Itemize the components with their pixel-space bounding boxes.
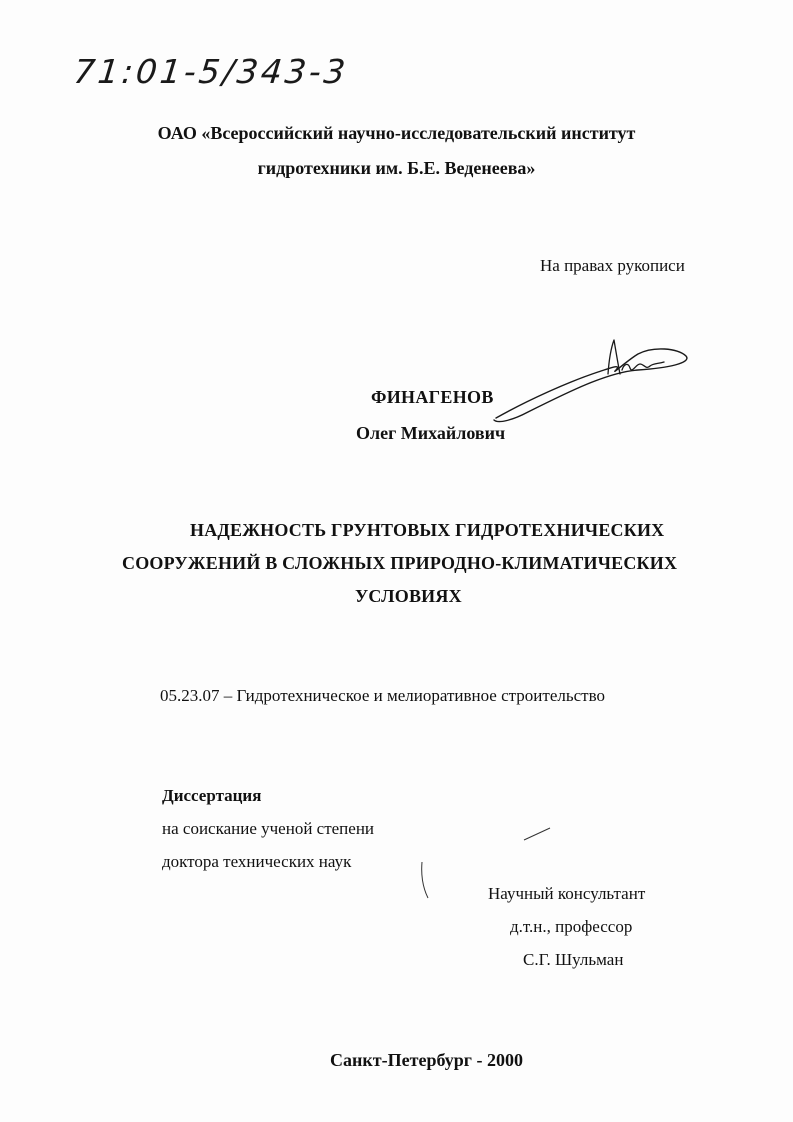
dissertation-degree-line-2: доктора технических наук <box>162 852 352 871</box>
organization-line-1: ОАО «Всероссийский научно-исследовательский институт <box>157 123 636 143</box>
city-year: Санкт-Петербург - 2000 <box>330 1050 523 1070</box>
dissertation-title-line-1: НАДЕЖНОСТЬ ГРУНТОВЫХ ГИДРОТЕХНИЧЕСКИХ <box>190 520 665 540</box>
author-given-names: Олег Михайлович <box>356 423 506 443</box>
manuscript-rights-note: На правах рукописи <box>540 256 685 275</box>
pen-stroke-mark <box>522 824 552 844</box>
archive-number-stamp: 71:01-5/343-3 <box>71 52 351 91</box>
specialty-code: 05.23.07 – Гидротехническое и мелиоративное строительство <box>160 686 605 705</box>
author-surname: ФИНАГЕНОВ <box>371 387 494 407</box>
advisor-name: С.Г. Шульман <box>523 950 624 969</box>
advisor-degree: д.т.н., профессор <box>510 917 633 936</box>
dissertation-title-line-3: УСЛОВИЯХ <box>355 586 462 606</box>
dissertation-label: Диссертация <box>162 786 262 805</box>
author-signature <box>488 330 693 430</box>
advisor-role: Научный консультант <box>488 884 646 903</box>
dissertation-degree-line-1: на соискание ученой степени <box>162 819 375 838</box>
pen-stroke-mark <box>418 860 432 900</box>
organization-line-2: гидротехники им. Б.Е. Веденеева» <box>257 158 536 178</box>
dissertation-title-line-2: СООРУЖЕНИЙ В СЛОЖНЫХ ПРИРОДНО-КЛИМАТИЧЕСКИХ <box>122 553 678 573</box>
